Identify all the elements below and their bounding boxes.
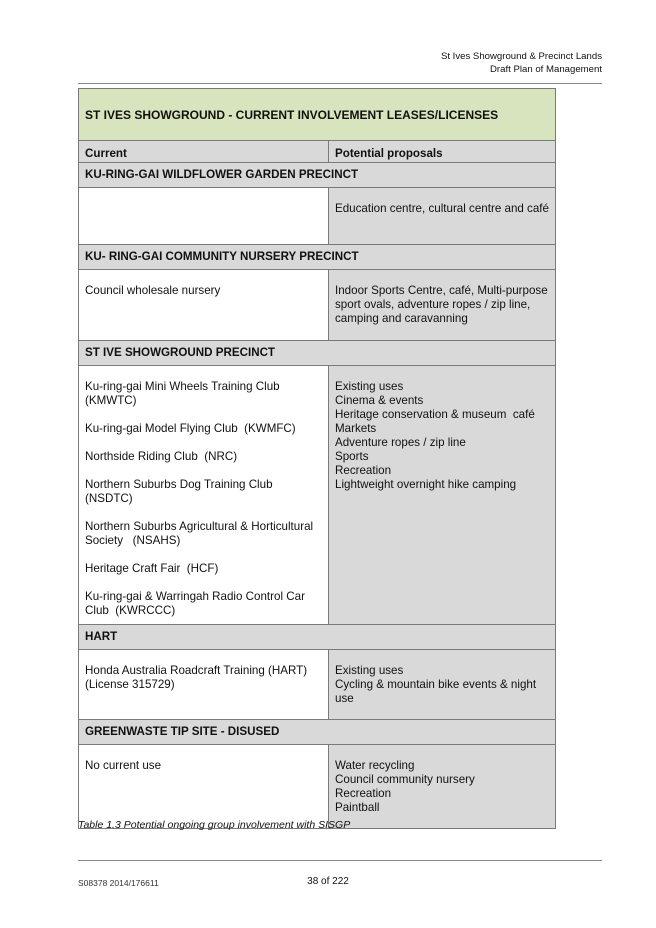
wildflower-current — [79, 188, 329, 245]
section-heading-nursery: KU- RING-GAI COMMUNITY NURSERY PRECINCT — [79, 245, 556, 270]
header-divider — [78, 83, 602, 84]
header-document-title: St Ives Showground & Precinct Lands — [440, 51, 602, 62]
section-heading-greenwaste: GREENWASTE TIP SITE - DISUSED — [79, 720, 556, 745]
section-heading-hart: HART — [79, 625, 556, 650]
greenwaste-current: No current use — [79, 745, 329, 829]
list-item: Northern Suburbs Agricultural & Horticultural Society (NSAHS) — [85, 520, 317, 547]
footer-divider — [78, 860, 602, 861]
list-item: Ku-ring-gai & Warringah Radio Control Car Club (KWRCCC) — [85, 590, 309, 617]
list-item: Heritage conservation & museum café — [335, 408, 535, 421]
list-item: Cinema & events — [335, 394, 424, 407]
document-reference: S08378 2014/176611 — [78, 878, 159, 888]
section-heading-wildflower: KU-RING-GAI WILDFLOWER GARDEN PRECINCT — [79, 163, 556, 188]
table-caption: Table 1.3 Potential ongoing group involvement with SISGP — [78, 819, 351, 831]
list-item: Ku-ring-gai Mini Wheels Training Club (KMWTC) — [85, 380, 283, 407]
list-item: Recreation — [335, 787, 392, 800]
hart-current: Honda Australia Roadcraft Training (HART) (License 315729) — [79, 650, 329, 720]
list-item: Recreation — [335, 464, 392, 477]
involvement-table — [78, 88, 556, 829]
list-item: Markets — [335, 422, 377, 435]
nursery-proposals: Indoor Sports Centre, café, Multi-purpose sport ovals, adventure ropes / zip line, camping and caravanning — [329, 270, 556, 341]
header-document-subtitle: Draft Plan of Management — [490, 64, 602, 75]
table-title: ST IVES SHOWGROUND - CURRENT INVOLVEMENT LEASES/LICENSES — [79, 89, 556, 141]
section-heading-showground: ST IVE SHOWGROUND PRECINCT — [79, 341, 556, 366]
column-header-proposals: Potential proposals — [329, 141, 556, 163]
list-item: Ku-ring-gai Model Flying Club (KWMFC) — [85, 422, 296, 435]
nursery-current: Council wholesale nursery — [79, 270, 329, 341]
list-item: Northside Riding Club (NRC) — [85, 450, 238, 463]
page-header — [441, 50, 602, 76]
hart-proposals-list — [329, 650, 556, 720]
list-item: Paintball — [335, 801, 380, 814]
list-item: Sports — [335, 450, 369, 463]
greenwaste-proposals-list — [329, 745, 556, 829]
column-header-current: Current — [79, 141, 329, 163]
showground-current-list — [79, 366, 329, 625]
list-item: Existing uses — [335, 380, 404, 393]
list-item: Water recycling — [335, 759, 415, 772]
list-item: Heritage Craft Fair (HCF) — [85, 562, 219, 575]
list-item: Cycling & mountain bike events & night use — [335, 678, 540, 705]
page-number: 38 of 222 — [307, 876, 349, 887]
wildflower-proposals: Education centre, cultural centre and café — [329, 188, 556, 245]
list-item: Adventure ropes / zip line — [335, 436, 466, 449]
list-item: Northern Suburbs Dog Training Club (NSDTC) — [85, 478, 276, 505]
list-item: Council community nursery — [335, 773, 475, 786]
showground-proposals-list — [329, 366, 556, 625]
list-item: Existing uses — [335, 664, 404, 677]
list-item: Lightweight overnight hike camping — [335, 478, 517, 491]
